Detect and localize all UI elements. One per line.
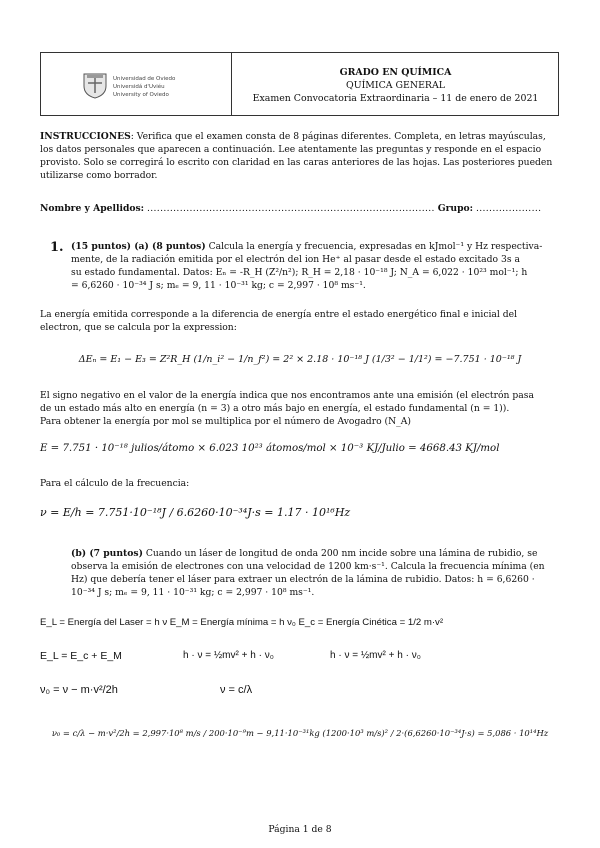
equation-delta-e: ΔEₙ = E₁ − E₃ = Z²R_H (1/n_i² − 1/n_f²) = 2² × 2.18 · 10⁻¹⁸ J (1/3² − 1/1²) = −7.751 · 10⁻¹⁸ J	[78, 354, 522, 365]
exam-title: Examen Convocatoria Extraordinaria – 11 de enero de 2021	[252, 93, 539, 104]
personal-data-row	[40, 203, 541, 216]
answer-a-explain-3: Para obtener la energía por mol se multiplica por el número de Avogadro (N_A)	[40, 416, 411, 427]
q1-line-1: (15 puntos) (a) (8 puntos) Calcula la energía y frecuencia, expresadas en kJmol⁻¹ y Hz respectiva-	[71, 241, 543, 252]
instructions-line-4: utilizarse como borrador.	[40, 170, 158, 181]
answer-a-explain-2: de un estado más alto en energía (n = 3) a otro más bajo en energía, el estado fundamental (n = 1)).	[40, 403, 510, 414]
group-field[interactable]: ....................	[475, 203, 542, 214]
degree-title: GRADO EN QUÍMICA	[339, 67, 452, 78]
equation-energy-per-mol: E = 7.751 · 10⁻¹⁸ julios/átomo × 6.023 10²³ átomos/mol × 10⁻³ KJ/Julio = 4668.43 KJ/mol	[40, 443, 500, 454]
instructions-label: INSTRUCCIONES	[40, 131, 131, 142]
equation-photoelectric-2: h · ν = ½mv² + h · ν₀	[330, 650, 421, 661]
answer-a-explain-1: El signo negativo en el valor de la energía indica que nos encontramos ante una emisión (el electrón pasa	[40, 390, 534, 401]
question-number: 1.	[50, 240, 64, 255]
subject-title: QUÍMICA GENERAL	[346, 80, 445, 91]
q1b-line-3: Hz) que debería tener el láser para extraer un electrón de la lámina de rubidio. Datos: h = 6,6260 ·	[71, 574, 535, 585]
q1-line-3: su estado fundamental. Datos: Eₙ = -R_H (Z²/n²); R_H = 2,18 · 10⁻¹⁸ J; N_A = 6,022 · 10²³ mol⁻¹; h	[71, 267, 528, 278]
logo-line-3: University of Oviedo	[113, 92, 169, 98]
name-label: Nombre y Apellidos:	[40, 203, 145, 214]
instructions-line-2: los datos personales que aparecen a continuación. Lee atentamente las preguntas y responde en el espacio	[40, 144, 542, 155]
q1b-line-2: observa la emisión de electrones con una velocidad de 1200 km·s⁻¹. Calcula la frecuencia mínima (en	[71, 561, 545, 572]
page-number: Página 1 de 8	[268, 824, 332, 835]
logo-line-2: Universidá d'Uviéu	[113, 84, 165, 90]
group-label: Grupo:	[437, 203, 474, 214]
name-field[interactable]: ........................................................................................	[147, 203, 435, 214]
instructions-line-1: INSTRUCCIONES: Verifica que el examen consta de 8 páginas diferentes. Completa, en letras mayúsculas,	[40, 131, 546, 142]
equation-frequency-wavelength: ν = c/λ	[220, 684, 253, 696]
exam-header	[40, 52, 559, 116]
university-crest-icon	[81, 71, 109, 99]
equation-threshold-frequency: ν₀ = ν − m·v²/2h	[40, 684, 118, 696]
university-logo	[81, 65, 226, 105]
answer-a-intro-1: La energía emitida corresponde a la diferencia de energía entre el estado energético final e inicial del	[40, 309, 518, 320]
equation-photoelectric-1: h · ν = ½mv² + h · ν₀	[183, 650, 274, 661]
q1b-line-4: 10⁻³⁴ J s; mₑ = 9, 11 · 10⁻³¹ kg; c = 2,997 · 10⁸ ms⁻¹.	[71, 587, 315, 598]
energy-definitions: E_L = Energía del Laser = h ν E_M = Energía mínima = h ν₀ E_c = Energía Cinética = 1/2 m·v²	[40, 617, 444, 628]
q1-line-4: = 6,6260 · 10⁻³⁴ J s; mₑ = 9, 11 · 10⁻³¹ kg; c = 2,997 · 10⁸ ms⁻¹.	[71, 280, 366, 291]
q1-points: (15 puntos) (a) (8 puntos)	[71, 241, 206, 252]
frequency-intro: Para el cálculo de la frecuencia:	[40, 478, 190, 489]
q1b-points: (b) (7 puntos)	[71, 548, 143, 559]
equation-threshold-result: ν₀ = c/λ − m·v²/2h = 2,997·10⁸ m/s / 200·10⁻⁹m − 9,11·10⁻³¹kg (1200·10³ m/s)² / 2·(6,6260·10⁻³⁴J·s) = 5,086 · 10¹⁴Hz	[51, 728, 549, 738]
instructions-line-3: provisto. Solo se corregirá lo escrito con claridad en las caras anteriores de las hojas. Las posteriores pueden	[40, 157, 553, 168]
equation-energy-balance: E_L = E_c + E_M	[40, 650, 122, 662]
logo-line-1: Universidad de Oviedo	[113, 76, 176, 82]
q1-line-2: mente, de la radiación emitida por el electrón del ion He⁺ al pasar desde el estado excitado 3s a	[71, 254, 520, 265]
answer-a-intro-2: electron, que se calcula por la expression:	[40, 322, 237, 333]
equation-frequency: ν = E/h = 7.751·10⁻¹⁸J / 6.6260·10⁻³⁴J·s = 1.17 · 10¹⁶Hz	[40, 506, 351, 519]
q1b-line-1: (b) (7 puntos) Cuando un láser de longitud de onda 200 nm incide sobre una lámina de rubidio, se	[71, 548, 538, 559]
